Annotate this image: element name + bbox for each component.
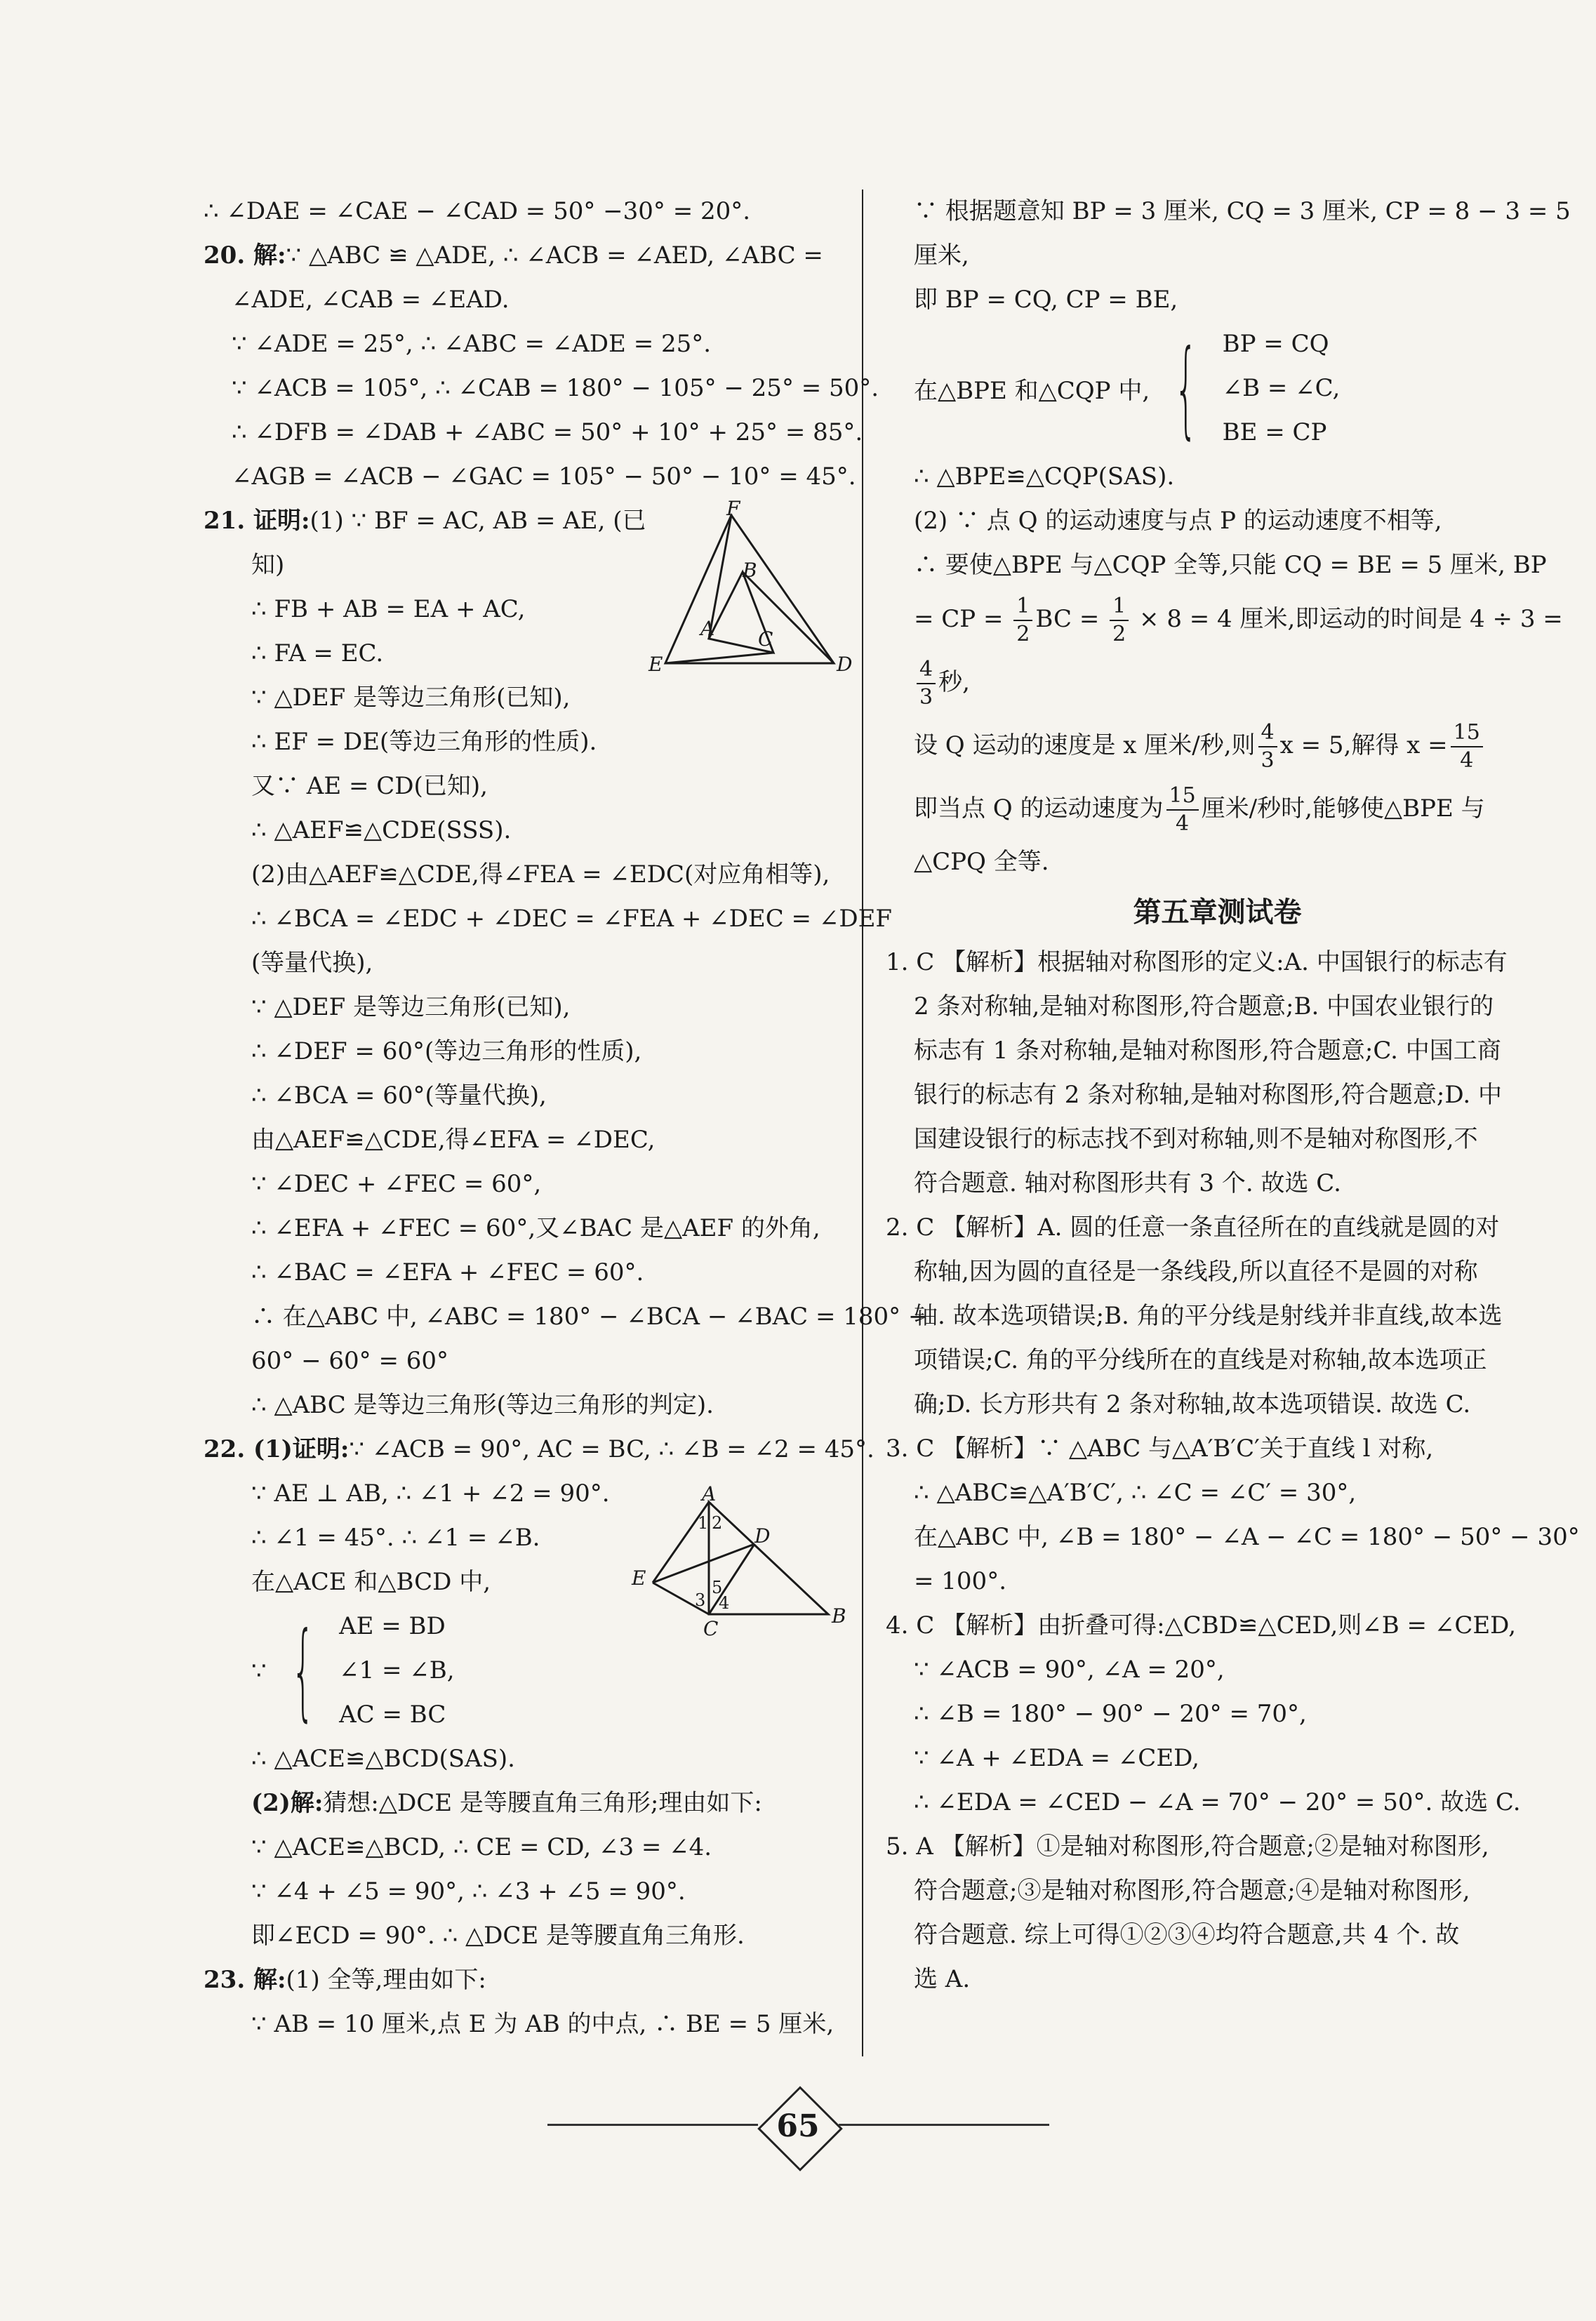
- fraction: [1451, 719, 1483, 774]
- figure-triangle-def: [639, 497, 863, 681]
- text-line: ∵ AE ⊥ AB, ∴ ∠1 + ∠2 = 90°.: [251, 1479, 610, 1508]
- line-text: (1) ∵ BF = AC, AB = AE, (已: [310, 507, 646, 535]
- line-text: ∵ △ABC ≌ △ADE, ∴ ∠ACB = ∠AED, ∠ABC =: [286, 241, 823, 270]
- left-brace: {: [291, 1609, 315, 1732]
- text-line: (等量代换),: [251, 949, 373, 977]
- line-text: 秒,: [938, 668, 970, 696]
- label-e2: E: [632, 1567, 646, 1590]
- text-line: 项错误;C. 角的平分线所在的直线是对称轴,故本选项正: [914, 1346, 1487, 1374]
- condition: ∠1 = ∠B,: [339, 1656, 455, 1684]
- fraction: [917, 656, 936, 711]
- text-line: ∴ ∠DEF = 60°(等边三角形的性质),: [251, 1037, 642, 1065]
- text-line: ∴ △ABC≌△A′B′C′, ∴ ∠C = ∠C′ = 30°,: [914, 1479, 1357, 1507]
- line-text: x = 5,解得 x =: [1279, 731, 1448, 759]
- text-line: 称轴,因为圆的直径是一条线段,所以直径不是圆的对称: [914, 1258, 1478, 1286]
- column-divider: [862, 189, 863, 2056]
- left-column: [204, 189, 929, 2047]
- text-line: ∵ ∠DEC + ∠FEC = 60°,: [251, 1170, 542, 1198]
- text-line: ∵ △ACE≌△BCD, ∴ CE = CD, ∠3 = ∠4.: [251, 1833, 712, 1861]
- text-line: ∴ ∠DAE = ∠CAE − ∠CAD = 50° −30° = 20°.: [204, 197, 751, 225]
- text-line: ∴ △ACE≌△BCD(SAS).: [251, 1745, 515, 1773]
- angle-1: 1: [698, 1513, 709, 1533]
- figure-triangle-acb: [625, 1482, 856, 1649]
- angle-4: 4: [719, 1593, 730, 1613]
- text-line: 即∠ECD = 90°. ∴ △DCE 是等腰直角三角形.: [251, 1922, 745, 1950]
- label-b2: B: [832, 1604, 846, 1628]
- text-line: 5. A 【解析】①是轴对称图形,符合题意;②是轴对称图形,: [886, 1833, 1489, 1861]
- text-line: 厘米,: [914, 241, 969, 270]
- line-text: ∵ ∠ACB = 90°, AC = BC, ∴ ∠B = ∠2 = 45°.: [349, 1435, 875, 1463]
- text-line: [204, 1781, 839, 1825]
- fraction: [1013, 593, 1032, 648]
- text-line: △CPQ 全等.: [914, 848, 1049, 876]
- problem-label: 21. 证明:: [204, 507, 310, 535]
- text-line: 知): [251, 551, 285, 579]
- text-line: [886, 651, 1549, 714]
- angle-5: 5: [712, 1578, 723, 1597]
- text-line: ∵ ∠ACB = 105°, ∴ ∠CAB = 180° − 105° − 25° = 50°.: [232, 374, 879, 402]
- text-line: 符合题意. 综上可得①②③④均符合题意,共 4 个. 故: [914, 1921, 1460, 1949]
- text-line: ∠AGB = ∠ACB − ∠GAC = 105° − 50° − 10° = 45°.: [232, 463, 856, 491]
- text-line: ∴ ∠EFA + ∠FEC = 60°,又∠BAC 是△AEF 的外角,: [251, 1214, 820, 1242]
- text-line: ∴ ∠B = 180° − 90° − 20° = 70°,: [914, 1700, 1307, 1728]
- text-line: 由△AEF≌△CDE,得∠EFA = ∠DEC,: [251, 1126, 656, 1154]
- line-text: BC =: [1035, 605, 1108, 633]
- condition: AC = BC: [339, 1701, 446, 1729]
- text-line: 3. C 【解析】∵ △ABC 与△A′B′C′关于直线 l 对称,: [886, 1435, 1434, 1463]
- numerator: 4: [1258, 719, 1277, 747]
- condition: AE = BD: [339, 1612, 446, 1640]
- numerator: 1: [1110, 593, 1129, 621]
- system-of-conditions: [886, 322, 1549, 455]
- line-text: 设 Q 运动的速度是 x 厘米/秒,则: [914, 731, 1256, 759]
- label-e: E: [649, 653, 663, 676]
- line-text: = CP =: [914, 605, 1011, 633]
- text-line: ∵ ∠A + ∠EDA = ∠CED,: [914, 1744, 1199, 1772]
- line-text: 即当点 Q 的运动速度为: [914, 794, 1164, 823]
- denominator: 2: [1112, 622, 1126, 646]
- label-c2: C: [703, 1617, 719, 1640]
- denominator: 4: [1460, 748, 1474, 773]
- text-line: ∴ △ABC 是等边三角形(等边三角形的判定).: [251, 1391, 714, 1419]
- fraction: [1258, 719, 1277, 774]
- text-line: (2) ∵ 点 Q 的运动速度与点 P 的运动速度不相等,: [914, 507, 1442, 535]
- text-line: 1. C 【解析】根据轴对称图形的定义:A. 中国银行的标志有: [886, 948, 1508, 976]
- line-text: 厘米/秒时,能够使△BPE 与: [1201, 794, 1485, 823]
- text-line: ∵ △DEF 是等边三角形(已知),: [251, 993, 571, 1021]
- text-line: ∴ 在△ABC 中, ∠ABC = 180° − ∠BCA − ∠BAC = 180° −: [251, 1303, 929, 1331]
- label-d2: D: [754, 1524, 771, 1548]
- ornament-line-left: [547, 2124, 758, 2126]
- text-line: ∵ 根据题意知 BP = 3 厘米, CQ = 3 厘米, CP = 8 − 3 = 5: [914, 197, 1571, 225]
- fraction: [1166, 783, 1199, 837]
- text-line: 标志有 1 条对称轴,是轴对称图形,符合题意;C. 中国工商: [914, 1037, 1501, 1065]
- text-line: ∴ ∠BAC = ∠EFA + ∠FEC = 60°.: [251, 1258, 644, 1286]
- text-line: ∴ ∠BCA = 60°(等量代换),: [251, 1082, 547, 1110]
- text-line: = 100°.: [914, 1567, 1006, 1595]
- text-line: 2. C 【解析】A. 圆的任意一条直径所在的直线就是圆的对: [886, 1213, 1500, 1242]
- text-line: (2)由△AEF≌△CDE,得∠FEA = ∠EDC(对应角相等),: [251, 860, 830, 889]
- page-number: 65: [776, 2108, 820, 2144]
- condition: ∠B = ∠C,: [1222, 374, 1341, 402]
- numerator: 4: [917, 656, 936, 684]
- text-line: ∴ ∠1 = 45°. ∴ ∠1 = ∠B.: [251, 1524, 540, 1552]
- text-line: ∴ ∠DFB = ∠DAB + ∠ABC = 50° + 10° + 25° = 85°.: [232, 418, 863, 446]
- text-line: 60° − 60° = 60°: [251, 1347, 448, 1375]
- text-line: 符合题意;③是轴对称图形,符合题意;④是轴对称图形,: [914, 1877, 1470, 1905]
- label-b: B: [743, 559, 757, 582]
- text-line: 在△ACE 和△BCD 中,: [251, 1568, 491, 1596]
- ornament-line-right: [839, 2124, 1049, 2126]
- text-line: [886, 777, 1549, 840]
- denominator: 2: [1016, 622, 1030, 646]
- numerator: 15: [1166, 783, 1199, 811]
- text-line: 符合题意. 轴对称图形共有 3 个. 故选 C.: [914, 1169, 1341, 1197]
- numerator: 1: [1013, 593, 1032, 621]
- because-symbol: ∵: [251, 1656, 267, 1685]
- text-line: ∵ ∠ADE = 25°, ∴ ∠ABC = ∠ADE = 25°.: [232, 330, 712, 358]
- problem-label: 22. (1)证明:: [204, 1435, 350, 1463]
- text-line: 2 条对称轴,是轴对称图形,符合题意;B. 中国农业银行的: [914, 992, 1494, 1020]
- label-a: A: [700, 617, 715, 640]
- right-column: [886, 189, 1580, 2002]
- fraction: [1110, 593, 1129, 648]
- angle-3: 3: [695, 1590, 706, 1610]
- line-text: (1) 全等,理由如下:: [286, 1966, 486, 1994]
- problem-label: 20. 解:: [204, 241, 286, 270]
- text-line: 选 A.: [914, 1965, 971, 1993]
- text-line: 银行的标志有 2 条对称轴,是轴对称图形,符合题意;D. 中: [914, 1081, 1502, 1109]
- text-line: 在△ABC 中, ∠B = 180° − ∠A − ∠C = 180° − 50° − 30°: [914, 1523, 1580, 1551]
- text-line: ∠ADE, ∠CAB = ∠EAD.: [232, 286, 510, 314]
- text-line: ∵ AB = 10 厘米,点 E 为 AB 的中点, ∴ BE = 5 厘米,: [251, 2010, 834, 2038]
- text-line: ∴ ∠EDA = ∠CED − ∠A = 70° − 20° = 50°. 故选 C.: [914, 1788, 1521, 1816]
- text-line: ∴ FB + AB = EA + AC,: [251, 595, 526, 623]
- label-c: C: [758, 627, 773, 651]
- text-line: [204, 234, 839, 278]
- text-line: ∵ △DEF 是等边三角形(已知),: [251, 684, 571, 712]
- text-line: [204, 1958, 839, 2002]
- text-line: [886, 714, 1549, 777]
- text-line: ∵ ∠4 + ∠5 = 90°, ∴ ∠3 + ∠5 = 90°.: [251, 1877, 686, 1906]
- label-a2: A: [702, 1482, 717, 1505]
- text-line: ∴ FA = EC.: [251, 639, 384, 667]
- text-line: [204, 1428, 875, 1472]
- brace-prefix: 在△BPE 和△CQP 中,: [914, 377, 1150, 405]
- text-line: [886, 587, 1563, 651]
- problem-label: (2)解:: [251, 1789, 324, 1817]
- section-title: 第五章测试卷: [1133, 896, 1302, 929]
- text-line: 即 BP = CQ, CP = BE,: [914, 286, 1178, 314]
- numerator: 15: [1451, 719, 1483, 747]
- problem-label: 23. 解:: [204, 1966, 286, 1994]
- text-line: ∴ △BPE≌△CQP(SAS).: [914, 463, 1175, 491]
- denominator: 3: [919, 685, 933, 710]
- label-d: D: [837, 653, 853, 676]
- text-line: 4. C 【解析】由折叠可得:△CBD≌△CED,则∠B = ∠CED,: [886, 1611, 1517, 1640]
- denominator: 3: [1261, 748, 1275, 773]
- angle-2: 2: [712, 1513, 723, 1533]
- line-text: × 8 = 4 厘米,即运动的时间是 4 ÷ 3 =: [1131, 605, 1563, 633]
- line-text: 猜想:△DCE 是等腰直角三角形;理由如下:: [323, 1789, 762, 1817]
- condition: BE = CP: [1222, 418, 1327, 446]
- text-line: 又∵ AE = CD(已知),: [251, 772, 488, 800]
- text-line: 国建设银行的标志找不到对称轴,则不是轴对称图形,不: [914, 1125, 1478, 1153]
- text-line: ∴ ∠BCA = ∠EDC + ∠DEC = ∠FEA + ∠DEC = ∠DEF: [251, 905, 892, 933]
- text-line: ∴ △AEF≌△CDE(SSS).: [251, 816, 512, 844]
- label-f: F: [726, 497, 740, 520]
- text-line: 轴. 故本选项错误;B. 角的平分线是射线并非直线,故本选: [914, 1302, 1503, 1330]
- text-line: ∴ EF = DE(等边三角形的性质).: [251, 728, 597, 756]
- text-line: 确;D. 长方形共有 2 条对称轴,故本选项错误. 故选 C.: [914, 1390, 1471, 1418]
- text-line: ∵ ∠ACB = 90°, ∠A = 20°,: [914, 1656, 1225, 1684]
- condition: BP = CQ: [1222, 330, 1329, 358]
- text-line: ∴ 要使△BPE 与△CQP 全等,只能 CQ = BE = 5 厘米, BP: [914, 551, 1547, 579]
- denominator: 4: [1176, 811, 1190, 836]
- left-brace: {: [1174, 327, 1198, 450]
